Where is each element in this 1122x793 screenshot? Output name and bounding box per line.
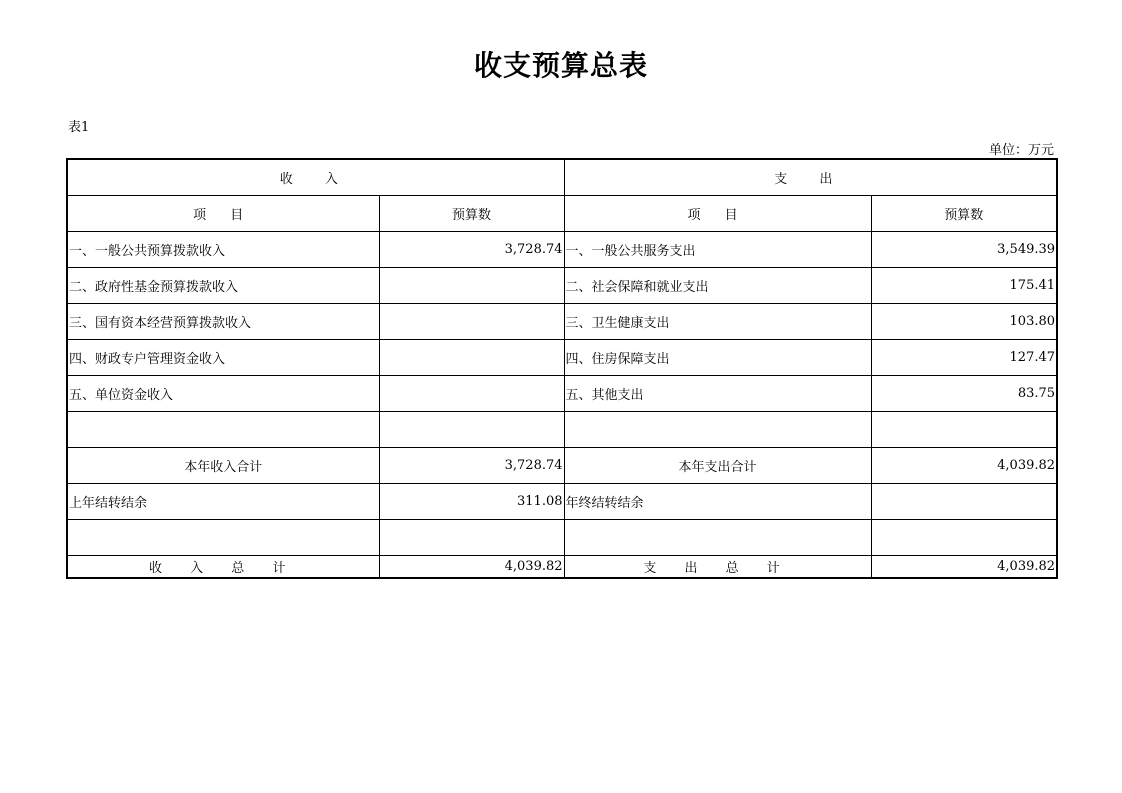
income-item: 二、政府性基金预算拨款收入 [67, 268, 379, 304]
expense-subtotal-value: 4,039.82 [871, 448, 1057, 484]
expense-subtotal-label: 本年支出合计 [564, 448, 871, 484]
expense-item: 一、一般公共服务支出 [564, 232, 871, 268]
income-subtotal-value: 3,728.74 [379, 448, 564, 484]
income-item: 五、单位资金收入 [67, 376, 379, 412]
income-header: 收 入 [67, 159, 564, 196]
income-value [379, 376, 564, 412]
income-value: 3,728.74 [379, 232, 564, 268]
empty-cell [871, 520, 1057, 556]
empty-cell [67, 520, 379, 556]
expense-item: 四、住房保障支出 [564, 340, 871, 376]
expense-total-value: 4,039.82 [871, 556, 1057, 579]
income-item: 三、国有资本经营预算拨款收入 [67, 304, 379, 340]
prior-year-carryover-label: 上年结转结余 [67, 484, 379, 520]
income-item: 一、一般公共预算拨款收入 [67, 232, 379, 268]
table-row [67, 340, 1057, 376]
table-row-empty [67, 520, 1057, 556]
table-row [67, 232, 1057, 268]
expense-header: 支 出 [564, 159, 1057, 196]
expense-value: 127.47 [871, 340, 1057, 376]
expense-item [564, 412, 871, 448]
page-title: 收支预算总表 [473, 49, 648, 82]
table-row [67, 376, 1057, 412]
expense-budget-header: 预算数 [871, 196, 1057, 232]
table-row [67, 304, 1057, 340]
table-header-group-row [67, 159, 1057, 196]
expense-value [871, 412, 1057, 448]
expense-value: 175.41 [871, 268, 1057, 304]
income-value [379, 340, 564, 376]
empty-cell [379, 520, 564, 556]
income-item: 四、财政专户管理资金收入 [67, 340, 379, 376]
unit-label: 单位：万元 [988, 143, 1054, 158]
expense-item: 五、其他支出 [564, 376, 871, 412]
expense-value: 3,549.39 [871, 232, 1057, 268]
income-total-label: 收 入 总 计 [67, 556, 379, 579]
expense-value: 83.75 [871, 376, 1057, 412]
income-value [379, 412, 564, 448]
expense-item: 二、社会保障和就业支出 [564, 268, 871, 304]
income-budget-header: 预算数 [379, 196, 564, 232]
income-item [67, 412, 379, 448]
table-row-empty [67, 412, 1057, 448]
income-subtotal-label: 本年收入合计 [67, 448, 379, 484]
grand-total-row [67, 556, 1057, 579]
table-number: 表1 [68, 120, 90, 135]
carry-over-row [67, 484, 1057, 520]
income-item-header: 项 目 [67, 196, 379, 232]
subtotal-row [67, 448, 1057, 484]
table-row [67, 268, 1057, 304]
expense-item-header: 项 目 [564, 196, 871, 232]
income-value [379, 268, 564, 304]
income-value [379, 304, 564, 340]
expense-item: 三、卫生健康支出 [564, 304, 871, 340]
table-header-row [67, 196, 1057, 232]
year-end-carryover-value [871, 484, 1057, 520]
prior-year-carryover-value: 311.08 [379, 484, 564, 520]
budget-table [66, 158, 1058, 579]
expense-total-label: 支 出 总 计 [564, 556, 871, 579]
expense-value: 103.80 [871, 304, 1057, 340]
income-total-value: 4,039.82 [379, 556, 564, 579]
year-end-carryover-label: 年终结转结余 [564, 484, 871, 520]
empty-cell [564, 520, 871, 556]
